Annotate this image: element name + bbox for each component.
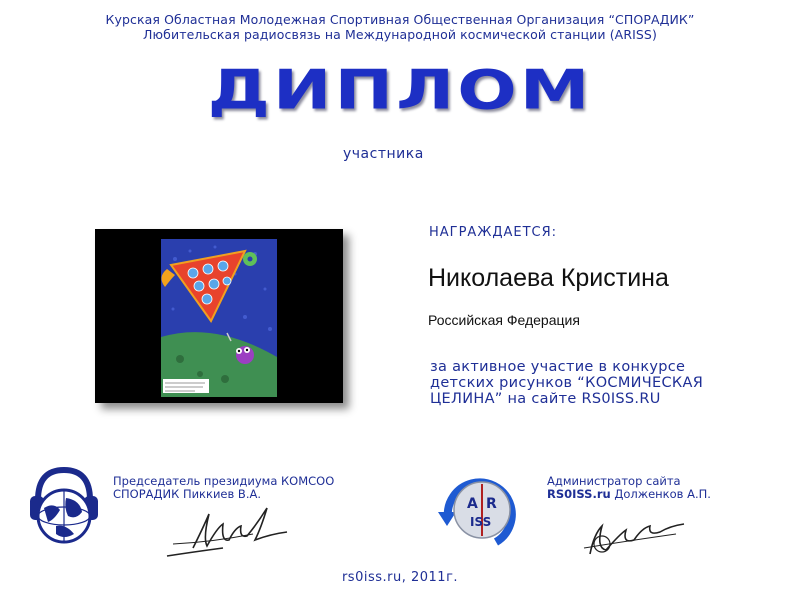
globe-headphones-logo-icon (24, 462, 104, 554)
diploma-title: ДИПЛОМ (207, 58, 593, 122)
award-reason (430, 359, 770, 407)
ariss-logo-icon (434, 466, 524, 550)
ariss-logo-text: ISS (470, 515, 492, 529)
space-drawing-image (95, 229, 343, 403)
site-name: RS0ISS.ru (547, 487, 611, 501)
right-signatory-name (547, 488, 711, 501)
organization-subtitle: Любительская радиосвязь на Международной космической станции (ARISS) (143, 27, 657, 42)
award-reason-line: детских рисунков “КОСМИЧЕСКАЯ (430, 375, 704, 391)
organization-header (0, 12, 800, 42)
signature-icon (163, 498, 303, 564)
recipient-name: Николаева Кристина (428, 264, 669, 292)
award-reason-line: ЦЕЛИНА” на сайте RS0ISS.RU (430, 391, 661, 407)
organization-name: Курская Областная Молодежная Спортивная Общественная Организация “СПОРАДИК” (105, 12, 695, 27)
recipient-country: Российская Федерация (428, 312, 580, 328)
diploma-subtitle: участника (343, 146, 424, 162)
right-signatory-title: Администратор сайта (547, 474, 681, 488)
ariss-logo-letter: A (467, 496, 478, 512)
right-signatory (547, 475, 711, 501)
drawing-photo (95, 229, 343, 403)
awarded-label: НАГРАЖДАЕТСЯ: (429, 225, 558, 240)
signature-icon (580, 504, 700, 564)
admin-name: Долженков А.П. (610, 487, 711, 501)
ariss-logo-letter: R (486, 496, 497, 512)
award-reason-line: за активное участие в конкурсе (430, 359, 686, 375)
footer-text: rs0iss.ru, 2011г. (341, 570, 459, 585)
left-signatory-title: Председатель президиума КОМСОО (113, 474, 335, 488)
left-signatory-name: СПОРАДИК Пиккиев В.А. (113, 487, 262, 501)
